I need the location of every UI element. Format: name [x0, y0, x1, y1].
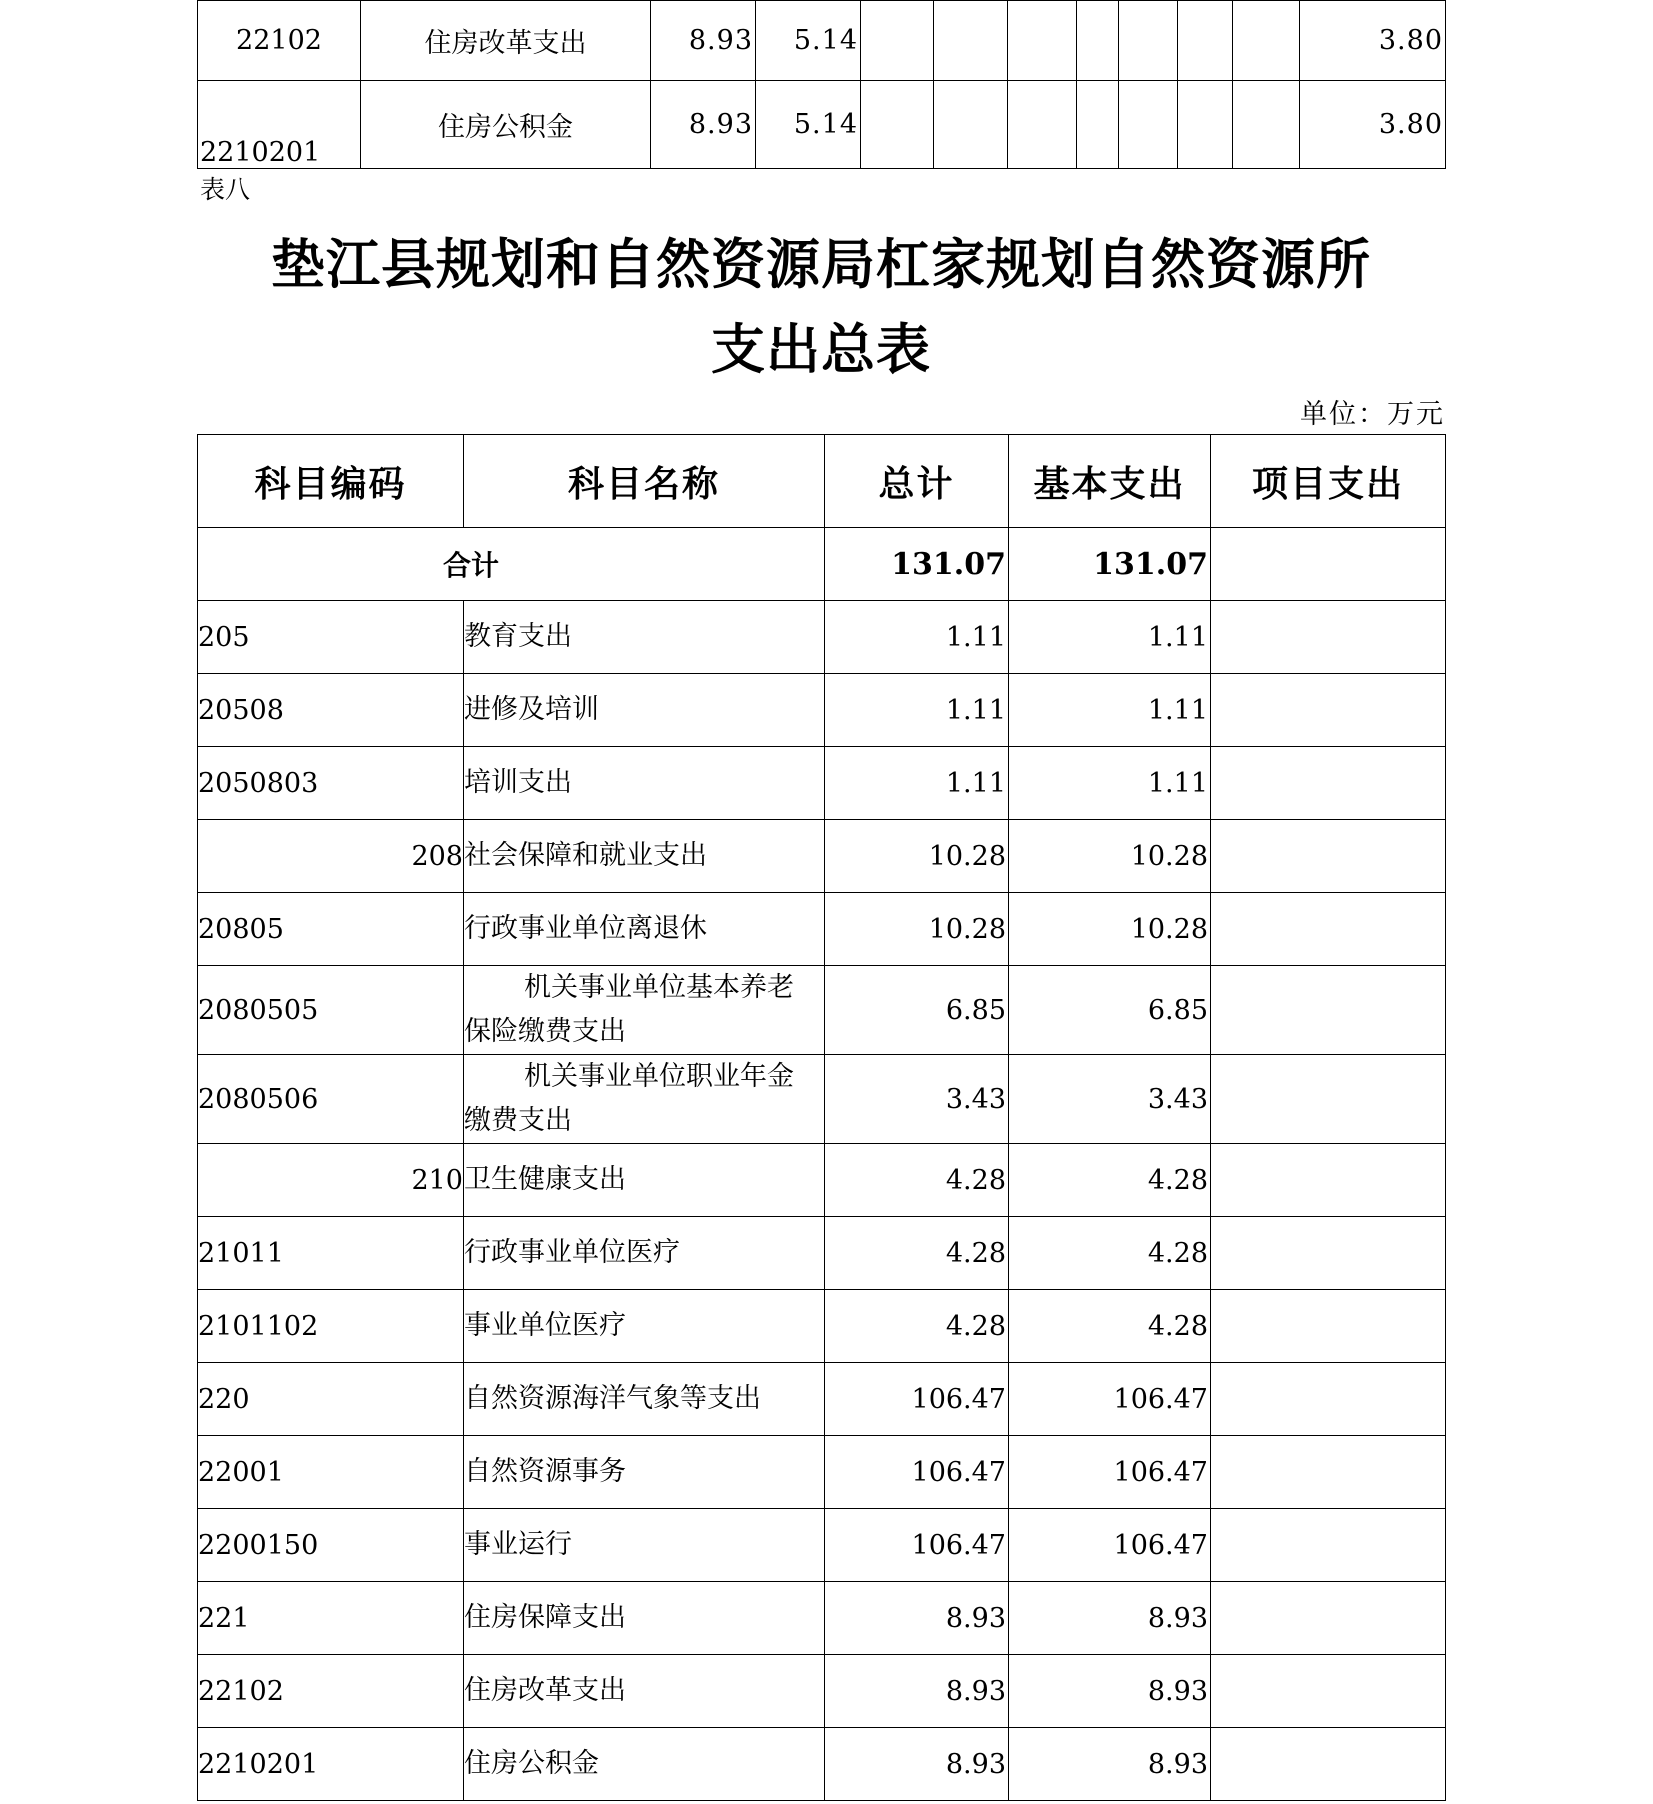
code-cell: 221 — [198, 1582, 464, 1655]
total-cell: 8.93 — [825, 1655, 1009, 1728]
header-total: 总计 — [825, 435, 1009, 528]
total-cell: 4.28 — [825, 1290, 1009, 1363]
code-cell: 22102 — [198, 1, 361, 81]
name-cell: 培训支出 — [464, 747, 825, 820]
project-cell — [1211, 747, 1446, 820]
project-cell — [1211, 966, 1446, 1055]
table-row — [198, 1144, 1446, 1217]
table-row — [198, 1217, 1446, 1290]
header-basic: 基本支出 — [1009, 435, 1211, 528]
value-cell: 8.93 — [651, 81, 756, 169]
code-cell: 208 — [198, 820, 464, 893]
code-cell: 22001 — [198, 1436, 464, 1509]
code-cell: 20508 — [198, 674, 464, 747]
total-cell: 8.93 — [825, 1582, 1009, 1655]
code-cell: 20805 — [198, 893, 464, 966]
basic-cell: 106.47 — [1009, 1363, 1211, 1436]
basic-cell: 4.28 — [1009, 1144, 1211, 1217]
name-cell: 事业单位医疗 — [464, 1290, 825, 1363]
name-cell: 机关事业单位基本养老保险缴费支出 — [464, 966, 825, 1055]
basic-cell: 106.47 — [1009, 1436, 1211, 1509]
value-cell: 8.93 — [651, 1, 756, 81]
name-cell: 住房公积金 — [464, 1728, 825, 1801]
expenditure-table — [197, 434, 1446, 1801]
code-cell: 2210201 — [198, 81, 361, 169]
table-row — [198, 1290, 1446, 1363]
total-cell: 8.93 — [825, 1728, 1009, 1801]
basic-cell: 6.85 — [1009, 966, 1211, 1055]
table-row — [198, 1, 1446, 81]
table-row — [198, 893, 1446, 966]
basic-cell: 10.28 — [1009, 820, 1211, 893]
table-row — [198, 601, 1446, 674]
table-row — [198, 820, 1446, 893]
empty-cell — [861, 1, 934, 81]
table-row — [198, 1655, 1446, 1728]
table-row — [198, 1582, 1446, 1655]
code-cell: 205 — [198, 601, 464, 674]
value-cell: 3.80 — [1300, 1, 1446, 81]
basic-cell: 8.93 — [1009, 1655, 1211, 1728]
basic-cell: 4.28 — [1009, 1217, 1211, 1290]
total-cell: 10.28 — [825, 820, 1009, 893]
code-cell: 2210201 — [198, 1728, 464, 1801]
total-cell: 106.47 — [825, 1509, 1009, 1582]
basic-cell: 3.43 — [1009, 1055, 1211, 1144]
table-row — [198, 81, 1446, 169]
name-cell: 住房保障支出 — [464, 1582, 825, 1655]
code-cell: 2050803 — [198, 747, 464, 820]
header-project: 项目支出 — [1211, 435, 1446, 528]
name-cell: 社会保障和就业支出 — [464, 820, 825, 893]
total-cell: 4.28 — [825, 1144, 1009, 1217]
header-code: 科目编码 — [198, 435, 464, 528]
project-cell — [1211, 1217, 1446, 1290]
project-cell — [1211, 893, 1446, 966]
empty-cell — [1119, 1, 1178, 81]
basic-cell: 10.28 — [1009, 893, 1211, 966]
project-cell — [1211, 601, 1446, 674]
project-cell — [1211, 674, 1446, 747]
table-number: 表八 — [200, 175, 251, 204]
empty-cell — [1233, 1, 1300, 81]
name-cell: 住房公积金 — [361, 81, 651, 169]
total-row — [198, 528, 1446, 601]
table-row — [198, 747, 1446, 820]
empty-cell — [1233, 81, 1300, 169]
header-name: 科目名称 — [464, 435, 825, 528]
name-cell: 进修及培训 — [464, 674, 825, 747]
table-row — [198, 1363, 1446, 1436]
total-cell: 1.11 — [825, 601, 1009, 674]
table-row — [198, 1728, 1446, 1801]
name-cell: 卫生健康支出 — [464, 1144, 825, 1217]
name-cell: 行政事业单位离退休 — [464, 893, 825, 966]
project-cell — [1211, 1055, 1446, 1144]
total-cell: 106.47 — [825, 1363, 1009, 1436]
total-cell: 6.85 — [825, 966, 1009, 1055]
empty-cell — [1077, 81, 1119, 169]
table-row — [198, 1509, 1446, 1582]
total-cell: 10.28 — [825, 893, 1009, 966]
continuation-table — [197, 0, 1446, 169]
basic-cell: 106.47 — [1009, 1509, 1211, 1582]
total-label: 合计 — [198, 528, 825, 601]
total-value: 131.07 — [825, 528, 1009, 601]
total-cell: 4.28 — [825, 1217, 1009, 1290]
code-cell: 22102 — [198, 1655, 464, 1728]
name-cell: 自然资源海洋气象等支出 — [464, 1363, 825, 1436]
empty-cell — [934, 1, 1008, 81]
project-cell — [1211, 820, 1446, 893]
project-cell — [1211, 1509, 1446, 1582]
code-cell: 2200150 — [198, 1509, 464, 1582]
name-cell: 自然资源事务 — [464, 1436, 825, 1509]
total-cell: 106.47 — [825, 1436, 1009, 1509]
code-cell: 220 — [198, 1363, 464, 1436]
empty-cell — [1178, 1, 1233, 81]
empty-cell — [1178, 81, 1233, 169]
empty-cell — [1008, 1, 1077, 81]
code-cell: 21011 — [198, 1217, 464, 1290]
empty-cell — [861, 81, 934, 169]
basic-value: 131.07 — [1009, 528, 1211, 601]
project-cell — [1211, 1144, 1446, 1217]
unit-label: 单位：万元 — [1300, 399, 1445, 430]
basic-cell: 1.11 — [1009, 601, 1211, 674]
name-cell: 事业运行 — [464, 1509, 825, 1582]
table-row — [198, 1055, 1446, 1144]
total-cell: 1.11 — [825, 674, 1009, 747]
page-subtitle: 支出总表 — [711, 317, 931, 381]
project-value — [1211, 528, 1446, 601]
total-cell: 1.11 — [825, 747, 1009, 820]
project-cell — [1211, 1655, 1446, 1728]
name-cell: 住房改革支出 — [361, 1, 651, 81]
empty-cell — [1119, 81, 1178, 169]
empty-cell — [1008, 81, 1077, 169]
name-cell: 住房改革支出 — [464, 1655, 825, 1728]
empty-cell — [1077, 1, 1119, 81]
code-cell: 210 — [198, 1144, 464, 1217]
name-cell: 行政事业单位医疗 — [464, 1217, 825, 1290]
code-cell: 2080505 — [198, 966, 464, 1055]
basic-cell: 8.93 — [1009, 1728, 1211, 1801]
empty-cell — [934, 81, 1008, 169]
code-cell: 2101102 — [198, 1290, 464, 1363]
table-row — [198, 674, 1446, 747]
table-row — [198, 1436, 1446, 1509]
header-row — [198, 435, 1446, 528]
project-cell — [1211, 1728, 1446, 1801]
project-cell — [1211, 1363, 1446, 1436]
table-row — [198, 966, 1446, 1055]
name-cell: 机关事业单位职业年金缴费支出 — [464, 1055, 825, 1144]
basic-cell: 1.11 — [1009, 747, 1211, 820]
page-title: 垫江县规划和自然资源局杠家规划自然资源所 — [271, 232, 1371, 296]
project-cell — [1211, 1290, 1446, 1363]
basic-cell: 8.93 — [1009, 1582, 1211, 1655]
project-cell — [1211, 1582, 1446, 1655]
value-cell: 5.14 — [756, 81, 861, 169]
project-cell — [1211, 1436, 1446, 1509]
total-cell: 3.43 — [825, 1055, 1009, 1144]
code-cell: 2080506 — [198, 1055, 464, 1144]
value-cell: 3.80 — [1300, 81, 1446, 169]
basic-cell: 4.28 — [1009, 1290, 1211, 1363]
basic-cell: 1.11 — [1009, 674, 1211, 747]
value-cell: 5.14 — [756, 1, 861, 81]
name-cell: 教育支出 — [464, 601, 825, 674]
